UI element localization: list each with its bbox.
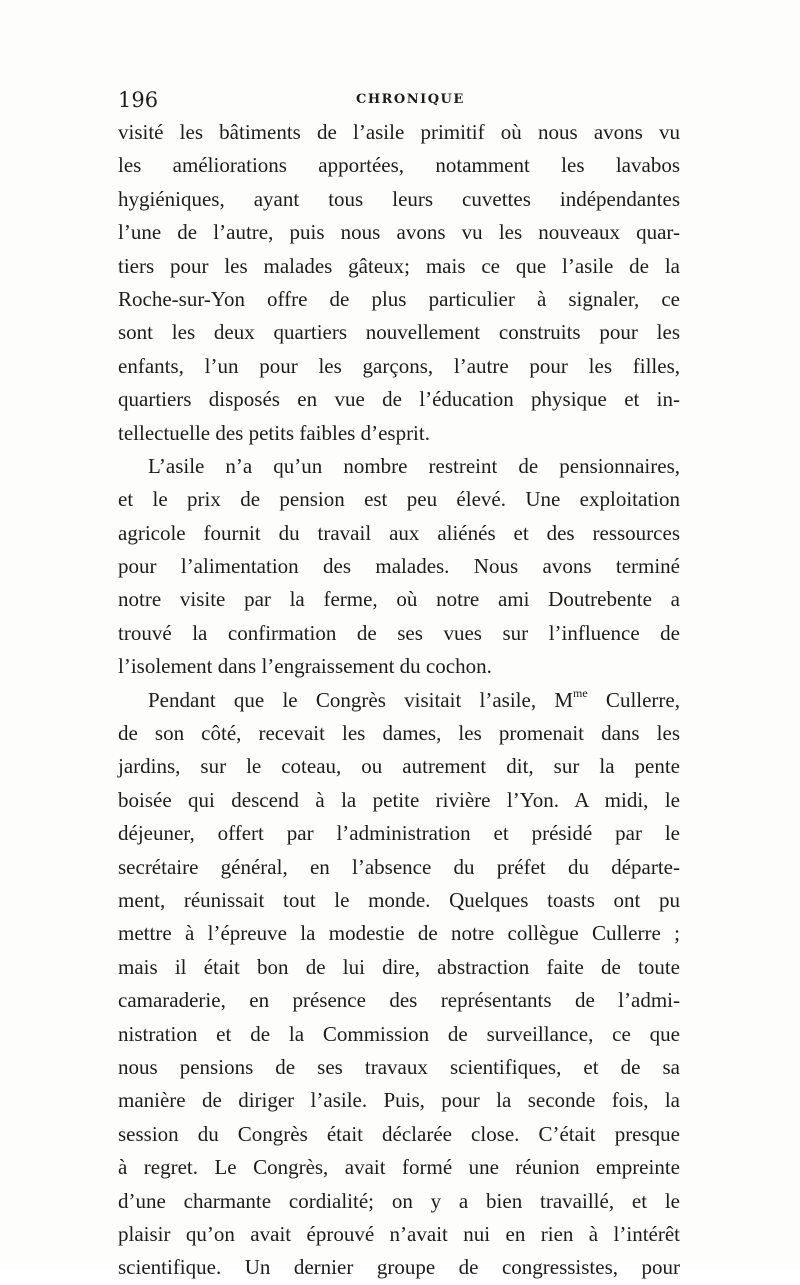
text-line: plaisir qu’on avait éprouvé n’avait nui en rien à l’intérêt (118, 1221, 680, 1246)
text-line: pour l’alimentation des malades. Nous avons terminé (118, 554, 680, 579)
text-line: nistration et de la Commission de surveillance, ce que (118, 1021, 680, 1046)
text-line: trouvé la confirmation de ses vues sur l’influence de (118, 620, 680, 645)
text-line: de son côté, recevait les dames, les promenait dans les (118, 721, 680, 746)
text-line: hygiéniques, ayant tous leurs cuvettes indépendantes (118, 186, 680, 211)
text-line: d’une charmante cordialité; on y a bien travaillé, et le (118, 1188, 680, 1213)
text-line: tiers pour les malades gâteux; mais ce que l’asile de la (118, 253, 680, 278)
text-line-head: Pendant que le Congrès visitait l’asile, M (148, 687, 574, 712)
text-line: l’une de l’autre, puis nous avons vu les nouveaux quar- (118, 220, 680, 245)
text-line: Roche-sur-Yon offre de plus particulier à signaler, ce (118, 286, 680, 311)
text-line: et le prix de pension est peu élevé. Une exploitation (118, 487, 680, 512)
text-line-tail: Cullerre, (587, 687, 680, 712)
text-line: nous pensions de ses travaux scientifiques, et de sa (118, 1054, 680, 1079)
text-line: tellectuelle des petits faibles d’esprit. (118, 420, 430, 445)
text-line: ment, réunissait tout le monde. Quelques toasts ont pu (118, 887, 680, 912)
text-line: déjeuner, offert par l’administration et présidé par le (118, 821, 680, 846)
page-number: 196 (118, 88, 159, 112)
text-line: secrétaire général, en l’absence du préfet du départe- (118, 854, 680, 879)
text-line: jardins, sur le coteau, ou autrement dit, sur la pente (118, 754, 680, 779)
text-line: enfants, l’un pour les garçons, l’autre pour les filles, (118, 353, 680, 378)
text-line: mais il était bon de lui dire, abstraction faite de toute (118, 954, 680, 979)
text-line: boisée qui descend à la petite rivière l’Yon. A midi, le (118, 787, 680, 812)
running-head (118, 88, 684, 110)
text-line: L’asile n’a qu’un nombre restreint de pensionnaires, (148, 453, 680, 478)
text-line: l’isolement dans l’engraissement du cochon. (118, 654, 492, 679)
text-line: camaraderie, en présence des représentants de l’admi- (118, 988, 680, 1013)
running-title: CHRONIQUE (356, 92, 465, 107)
text-line: notre visite par la ferme, où notre ami Doutrebente a (118, 587, 680, 612)
text-line: manière de diriger l’asile. Puis, pour la seconde fois, la (118, 1088, 680, 1113)
body-text (118, 116, 680, 1285)
text-line: agricole fournit du travail aux aliénés et des ressources (118, 520, 680, 545)
text-line: sont les deux quartiers nouvellement construits pour les (118, 320, 680, 345)
honorific-superscript: me (573, 685, 588, 700)
text-line (118, 684, 680, 717)
text-line: les améliorations apportées, notamment les lavabos (118, 153, 680, 178)
text-line: session du Congrès était déclarée close. C’était presque (118, 1121, 680, 1146)
text-line: visité les bâtiments de l’asile primitif où nous avons vu (118, 120, 680, 144)
text-line: mettre à l’épreuve la modestie de notre collègue Cullerre ; (118, 921, 680, 946)
text-line: quartiers disposés en vue de l’éducation physique et in- (118, 387, 680, 412)
text-line: scientifique. Un dernier groupe de congressistes, pour (118, 1255, 680, 1280)
text-line: à regret. Le Congrès, avait formé une réunion empreinte (118, 1155, 680, 1180)
